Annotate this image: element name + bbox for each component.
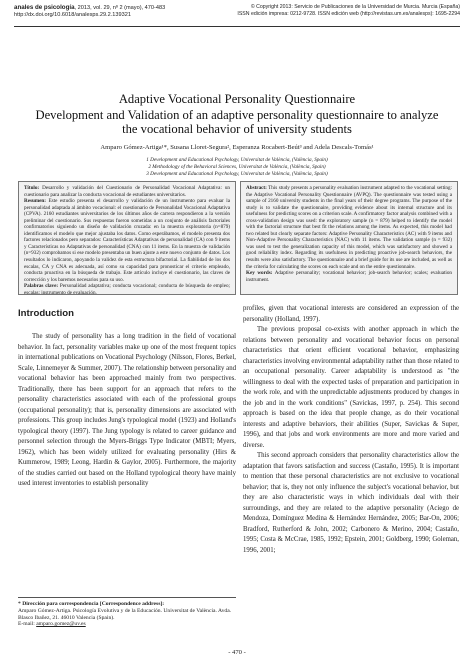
author-list: Amparo Gómez-Artiga¹*, Susana Lloret-Segura², Esperanza Rocabert-Beút³ and Adela Descals-Tomás¹: [100, 144, 374, 152]
paper-title-line-1: Adaptive Vocational Personality Questionnaire: [118, 92, 356, 106]
resumen-label: Resumen:: [24, 198, 46, 205]
email-label: E-mail:: [18, 621, 35, 628]
journal-citation: [14, 4, 165, 19]
palabras-clave-label: Palabras clave:: [24, 283, 59, 290]
copyright-text: © Copyright 2013: Servicio de Publicaciones de la Universidad de Murcia. Murcia (España): [250, 4, 460, 10]
affiliation-3: 3 Development and Educational Psychology, Universitat de València, (València, Spain): [146, 170, 328, 177]
paper-title-line-2: Development and Validation of an adaptive personality questionnaire to analyze: [35, 107, 439, 122]
spanish-title-text: Desarrollo y validación del Cuestionario de Personalidad Vocacional Adaptativa: un cuestionario para analizar la conducta vocacional de estudiantes universitarios.: [24, 185, 230, 198]
affiliation-1: 1 Development and Educational Psychology, Universitat de València, (València, Spain): [146, 157, 328, 164]
issn-text: ISSN edición impresa: 0212-9728. ISSN edición web (http://revistas.um.es/analesps): 1695-2294: [237, 11, 460, 18]
resumen-paragraph: [24, 198, 230, 283]
page-number: - 470 -: [228, 649, 246, 656]
abstract-spanish-box: [18, 181, 236, 295]
resumen-text: Este estudio presenta el desarrollo y validación de un instrumento para evaluar la personalidad adaptada al ámbito vocacional: el cuestionario de Personalidad Vocacional Adaptativa (CPVA). 2160 estudiantes universitarios de los últimos años de carrera respondieron a la versión preliminar del cuestionario. Sus respuestas fueron sometidas a un conjunto de análisis factoriales confirmatorios siguiendo un diseño de validación cruzada: en la muestra exploratoria (n=879) identificamos el modelo que mejor ajustaba los datos. Como esperábamos, el modelo presenta dos factores relacionados pero separados: Características Adaptativas de personalidad (CA) con 9 items y Características no Adaptativas de personalidad (CNA) con 11 items. En la muestra de validación (n=932) comprobamos si ese modelo presentaba un buen ajuste a este nuevo conjunto de datos. Los resultados lo indicaron, apoyando la validez de esta estructura bifactorial. La fiabilidad de los dos escalas, CA y CNA es adecuada, así como su capacidad para pronosticar el criterio empleado, conducta proactiva en la búsqueda de trabajo. Este artículo incluye el cuestionario, las claves de corrección y los baremos necesarios para su uso.: [24, 198, 230, 283]
abstract-english-box: [240, 181, 458, 295]
abstract-label: Abstract:: [246, 185, 267, 191]
introduction-heading: Introduction: [18, 308, 74, 319]
right-body-column: [243, 304, 459, 556]
correspondence-email-line: [18, 621, 236, 628]
intro-paragraph-1: The study of personality has a long tradition in the field of vocational behavior. In fact, personality variables make up one of the most frequent topics in international publications on Vocational Psychology (Nilsson, Flores, Berkel, Scale, Linnemeyer & Summer, 2007). The relationship between personality and vocational behavior has been approached mainly from two perspectives. Traditionally, there has been support for an approach that refers to the personality characteristics associated with each of the professional groups (occupational personality); that is, personality dimensions are associated with professions. This group includes Jung's typological model (1923) and Holland's typological theory (1997). The Jung typology is related to career guidance and personnel selection through the Myers-Briggs Type Indicator (MBTI; Myers, 1962), which has been widely utilized for evaluating personality (Hirs & Kummerow, 1989; Leong, Hardin & Gaylor, 2005). Furthermore, the majority of the studies carried out based on the Holland typological theory have mainly used interest inventories to establish personality: [18, 333, 236, 487]
paper-title-line-3: the vocational behavior of university students: [122, 121, 352, 136]
key-words-paragraph: [246, 270, 452, 283]
correspondence-address: Amparo Gómez-Artiga. Psicología Evolutiva y de la Educación. Universitat de València. Avda. Blasco Ibañez, 21. 46010 Valencia (Spain).: [18, 607, 232, 621]
copyright-block: [237, 4, 460, 18]
affiliations: [20, 157, 454, 177]
email-link[interactable]: amparo.gomez@uv.es: [36, 621, 86, 628]
palabras-clave-text: Personalidad adaptativa; conducta vocacional; conducta de búsqueda de empleo; escalas; instrumento de evaluación.: [24, 283, 230, 295]
key-words-text: Adaptive personality; vocational behavior; job-search behavior; scales; evaluation instrument.: [246, 270, 452, 283]
header-divider: [14, 26, 460, 27]
title-label: Título:: [24, 185, 40, 191]
right-paragraph-0: profiles, given that vocational interests are considered an expression of the personality (Holland, 1997).: [243, 305, 459, 323]
title-block: [20, 92, 454, 177]
right-paragraph-2: This second approach considers that personality characteristics allow the adaptation that favors satisfaction and success (Castaño, 1995). It is important to mention that these personal characteristics are not exclusive to vocational behavior; that is, they not only influence the subject's vocational behavior, but they are also characteristic ways in which individuals deal with their surroundings, and they are related to the adaptive personality (Aciego de Mendoza, Domínguez Medina & Hernández Hernández, 2005; Bar-On, 2006; Bradford, Rutherford & John, 2002; Carbonero & Merino, 2004; Castaño, 1995; Costa & McCrae, 1985, 1992; Epstein, 2001; Goldberg, 1990; Goleman, 1996, 2001;: [243, 452, 459, 554]
journal-info: , 2013, vol. 29, nº 2 (mayo), 470-483: [74, 5, 166, 11]
left-body-column: [18, 301, 236, 490]
key-words-label: Key words:: [246, 270, 273, 277]
journal-name: anales de psicología: [14, 4, 75, 11]
palabras-clave-paragraph: [24, 283, 230, 295]
right-paragraph-1: The previous proposal co-exists with another approach in which the relations between personality and vocational behavior focus on personal characteristics that orient efficient vocational behavior, emphasizing characteristics involving environmental adaptability rather than those related to an occupational personality. Career adaptability is understood as "the willingness to deal with the expected tasks of preparation and participation in the work role, and with the unpredictable adjustments produced by changes in the job and in the work conditions" (Savickas, 1997, p. 254). This second approach is based on the idea that people change, as do their vocational interests and adaptive behaviors, their abilities (Super, Savickas & Super, 1996), and that jobs and work environments are more and more varied and diverse.: [243, 326, 459, 449]
affiliation-2: 2 Methodology of the Behavioral Sciences, Universitat de València, (València, Spain): [148, 163, 326, 170]
abstract-text: This study presents a personality evaluation instrument adapted to the vocational setting: the Adaptive Vocational Personality Questionnaire (AVPQ). The questionnaire was tested using a sample of 2160 university students in the final years of their degree programs. The purpose of the study is to validate the questionnaire, providing evidence about its internal structure and its usefulness for predicting scores on a criterion scale. A confirmatory factor analysis combined with a cross-validation design was used: the exploratory sample (n = 879) helped to identify the model with the factorial structure that best fit the relations among the items. As expected, this model had two related but clearly separate factors: Adaptive Personality Characteristics (AC) with 9 items and Non-Adaptive Personality Characteristics (NAC) with 11 items. The validation sample (n = 932) was used to test the generalization capacity of this model, which was satisfactory and showed a good reliability index. Regarding its usefulness in predicting proactive job-search behaviors, the results were also satisfactory. The questionnaire and a brief guide for its use are included, as well as the criteria for calculating the scores on each scale and on the entire questionnaire.: [246, 185, 452, 270]
spanish-title-paragraph: [24, 185, 230, 198]
abstract-paragraph: [246, 185, 452, 270]
page-header: [14, 4, 460, 26]
correspondence-footnote: [18, 597, 236, 628]
doi-link[interactable]: http://dx.doi.org/10.6018/analesps.29.2.139321: [14, 12, 131, 19]
correspondence-heading: * Dirección para correspondencia [Correspondence address]:: [18, 601, 165, 607]
